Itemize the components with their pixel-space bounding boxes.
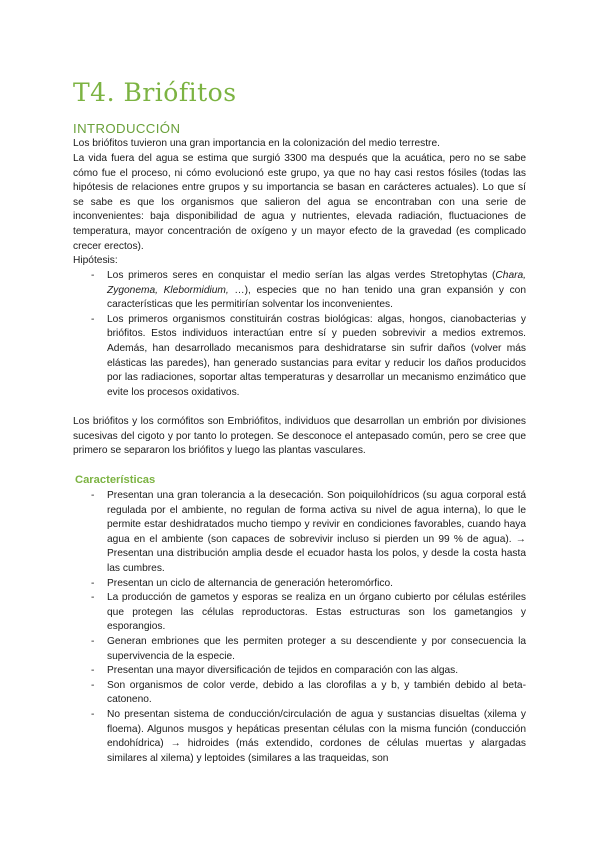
hypothesis-text: Los primeros seres en conquistar el medio serían las algas verdes Stretophytas ( — [107, 270, 496, 281]
characteristic-text: Presentan una gran tolerancia a la desecación. Son poiquilohídricos (su agua corporal está regulada por el ambiente, no regulan de forma activa su nivel de agua interna), lo que le permite estar deshidratados mucho tiempo y revivir en condiciones favorables, cuando haya agua en el ambiente (son capaces de sobrevivir incluso si pierden un 99 % de agua). → Presentan una distribución amplia desde el ecuador hasta los polos, y desde la costa hasta las cumbres. — [107, 490, 526, 574]
characteristics-list — [73, 489, 526, 766]
hypotheses-list — [73, 269, 526, 400]
characteristic-text: La producción de gametos y esporas se realiza en un órgano cubierto por células estériles que protegen las células reproductoras. Estas estructuras son los gametangios y esporangios. — [107, 592, 526, 633]
list-dash: - — [91, 635, 95, 647]
intro-paragraph-1: Los briófitos tuvieron una gran importancia en la colonización del medio terrestre. — [73, 138, 440, 149]
intro-paragraph-2: La vida fuera del agua se estima que surgió 3300 ma después que la acuática, pero no se sabe cómo fue el proceso, ni cómo evolucionó este grupo, ya que no hay casi restos fósiles (todas las hipótesis de relaciones entre grupos y su importancia se basan en carácteres actuales). Lo que sí se sabe es que los organismos que salieron del agua se encontraban con una serie de inconvenientes: baja disponibilidad de agua y nutrientes, elevada radiación, fluctuaciones de temperatura, mayor concentración de oxígeno y un mayor efecto de la gravedad (es complicado crecer erectos). — [73, 153, 526, 252]
characteristic-text: Generan embriones que les permiten proteger a su descendiente y por consecuencia la supervivencia de la especie. — [107, 635, 526, 662]
section-heading-introduccion: INTRODUCCIÓN — [73, 121, 181, 136]
list-dash: - — [91, 490, 95, 501]
list-dash: - — [91, 679, 95, 691]
document-title: T4. Briófitos — [73, 78, 237, 107]
characteristic-item — [73, 708, 526, 766]
list-dash: - — [91, 708, 95, 720]
characteristic-text: Presentan un ciclo de alternancia de generación heteromórfico. — [107, 577, 393, 589]
characteristic-item — [73, 591, 526, 635]
section-heading-caracteristicas: Características — [75, 474, 156, 486]
characteristic-item — [73, 577, 526, 592]
list-dash: - — [91, 592, 95, 604]
characteristic-text: No presentan sistema de conducción/circulación de agua y sustancias disueltas (xilema y floema). Algunos musgos y hepáticas presentan células con la misma función (conducción endohídrica) → hidroides (más extendido, cordones de células muertas y alargadas similares al xilema) y leptoides (similares a las traqueidas, son — [107, 708, 526, 764]
characteristic-item — [73, 489, 526, 577]
hypothesis-text: Los primeros organismos constituirán costras biológicas: algas, hongos, cianobacterias y briófitos. Estos individuos interactúan entre sí y pueden sobrevivir a medios extremos. Además, han desarrollado mecanismos para deshidratarse sin sufrir daños (volver más elásticas las paredes), han generado sustancias para evitar y reducir los daños producidos por las radiaciones, soportar altas temperaturas y desarrollar un mecanismo enzimático que evite los procesos oxidativos. — [107, 313, 526, 398]
list-dash: - — [91, 665, 95, 677]
hypothesis-item — [73, 313, 526, 401]
list-dash: - — [91, 313, 95, 325]
characteristic-item — [73, 679, 526, 708]
hypotheses-label: Hipótesis: — [73, 255, 118, 266]
hypothesis-text-cont: …), especies que no han tenido una gran expansión y con características que les permitirían solventar los inconvenientes. — [107, 284, 526, 311]
characteristic-text: Son organismos de color verde, debido a las clorofilas a y b, y también debido al beta-catoneno. — [107, 679, 526, 706]
hypothesis-species: Chara, Zygonema, Klebormidium, — [107, 270, 526, 296]
characteristic-text: Presentan una mayor diversificación de tejidos en comparación con las algas. — [107, 665, 459, 677]
characteristic-item — [73, 664, 526, 679]
hypothesis-item — [73, 269, 526, 313]
intro-paragraph-3: Los briófitos y los cormófitos son Embriófitos, individuos que desarrollan un embrión por divisiones sucesivas del cigoto y por tanto lo protegen. Se desconoce el antepasado común, pero se cree que primero se separaron los briófitos y luego las plantas vasculares. — [73, 416, 526, 457]
characteristic-item — [73, 635, 526, 664]
list-dash: - — [91, 270, 95, 281]
list-dash: - — [91, 577, 95, 589]
